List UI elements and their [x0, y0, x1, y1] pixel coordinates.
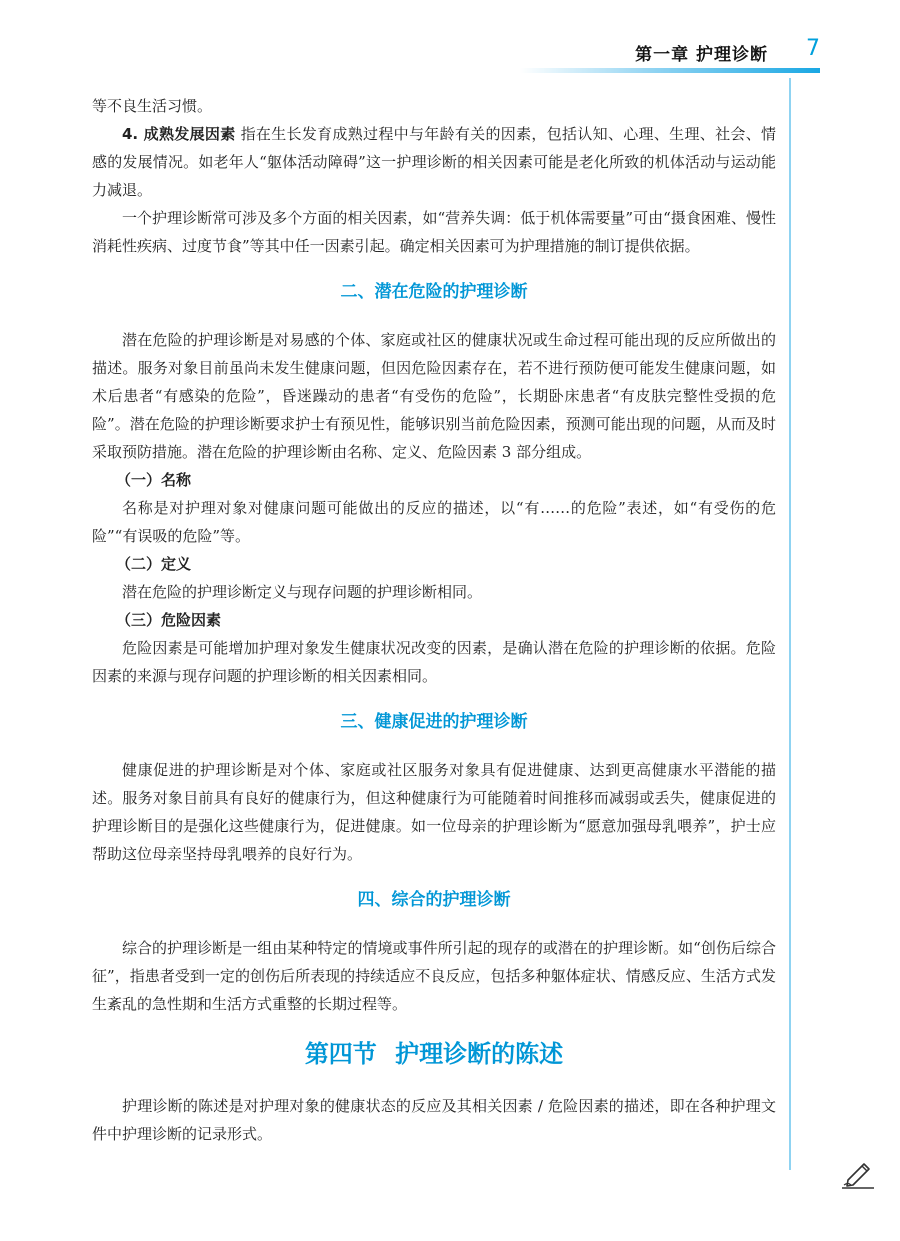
paragraph-lead: 4. 成熟发展因素 — [122, 125, 236, 143]
paragraph-risk-factors: 危险因素是可能增加护理对象发生健康状况改变的因素，是确认潜在危险的护理诊断的依据。危险因素的来源与现存问题的护理诊断的相关因素相同。 — [92, 639, 776, 685]
paragraph-risk-intro: 潜在危险的护理诊断是对易感的个体、家庭或社区的健康状况或生命过程可能出现的反应所做出的描述。服务对象目前虽尚未发生健康问题，但因危险因素存在，若不进行预防便可能发生健康问题，如术后患者“有感染的危险”，昏迷躁动的患者“有受伤的危险”，长期卧床患者“有皮肤完整性受损的危险”。潜在危险的护理诊断要求护士有预见性，能够识别当前危险因素，预测可能出现的问题，从而及时采取预防措施。潜在危险的护理诊断由名称、定义、危险因素 3 部分组成。 — [92, 331, 776, 461]
paragraph-health-promotion: 健康促进的护理诊断是对个体、家庭或社区服务对象具有促进健康、达到更高健康水平潜能的描述。服务对象目前具有良好的健康行为，但这种健康行为可能随着时间推移而减弱或丢失，健康促进的护理诊断目的是强化这些健康行为，促进健康。如一位母亲的护理诊断为“愿意加强母乳喂养”，护士应帮助这位母亲坚持母乳喂养的良好行为。 — [92, 761, 776, 863]
header-rule — [520, 68, 820, 73]
margin-rule — [789, 78, 791, 1170]
paragraph-definition: 潜在危险的护理诊断定义与现存问题的护理诊断相同。 — [122, 583, 483, 601]
subsection-title-risk-factors: （三）危险因素 — [116, 611, 222, 629]
chapter-title: 第一章 护理诊断 — [635, 45, 768, 65]
paragraph-syndrome: 综合的护理诊断是一组由某种特定的情境或事件所引起的现存的或潜在的护理诊断。如“创伤后综合征”，指患者受到一定的创伤后所表现的持续适应不良反应，包括多种躯体症状、情感反应、生活方式发生紊乱的急性期和生活方式重整的长期过程等。 — [92, 939, 776, 1013]
page-number: 7 — [806, 36, 820, 61]
section-title-syndrome: 四、综合的护理诊断 — [357, 890, 511, 910]
section-heading-statement: 第四节 护理诊断的陈述 — [304, 1040, 564, 1068]
pen-icon — [840, 1160, 876, 1190]
subsection-title-name: （一）名称 — [116, 471, 192, 489]
paragraph-related-factors: 一个护理诊断常可涉及多个方面的相关因素，如“营养失调：低于机体需要量”可由“摄食困难、慢性消耗性疾病、过度节食”等其中任一因素引起。确定相关因素可为护理措施的制订提供依据。 — [92, 209, 776, 255]
section-title-risk: 二、潜在危险的护理诊断 — [340, 282, 528, 302]
paragraph-maturity-factors — [92, 120, 776, 204]
paragraph-name: 名称是对护理对象对健康问题可能做出的反应的描述，以“有……的危险”表述，如“有受伤的危险”“有误吸的危险”等。 — [92, 499, 776, 545]
subsection-title-definition: （二）定义 — [116, 555, 192, 573]
page-header — [0, 30, 900, 74]
paragraph-continuation: 等不良生活习惯。 — [92, 97, 213, 115]
paragraph-text: 指在生长发育成熟过程中与年龄有关的因素，包括认知、心理、生理、社会、情感的发展情况。如老年人“躯体活动障碍”这一护理诊断的相关因素可能是老化所致的机体活动与运动能力减退。 — [92, 125, 777, 199]
page-content — [92, 92, 776, 1148]
paragraph-statement: 护理诊断的陈述是对护理对象的健康状态的反应及其相关因素 / 危险因素的描述，即在各种护理文件中护理诊断的记录形式。 — [92, 1097, 776, 1143]
section-title-health-promotion: 三、健康促进的护理诊断 — [340, 712, 528, 732]
